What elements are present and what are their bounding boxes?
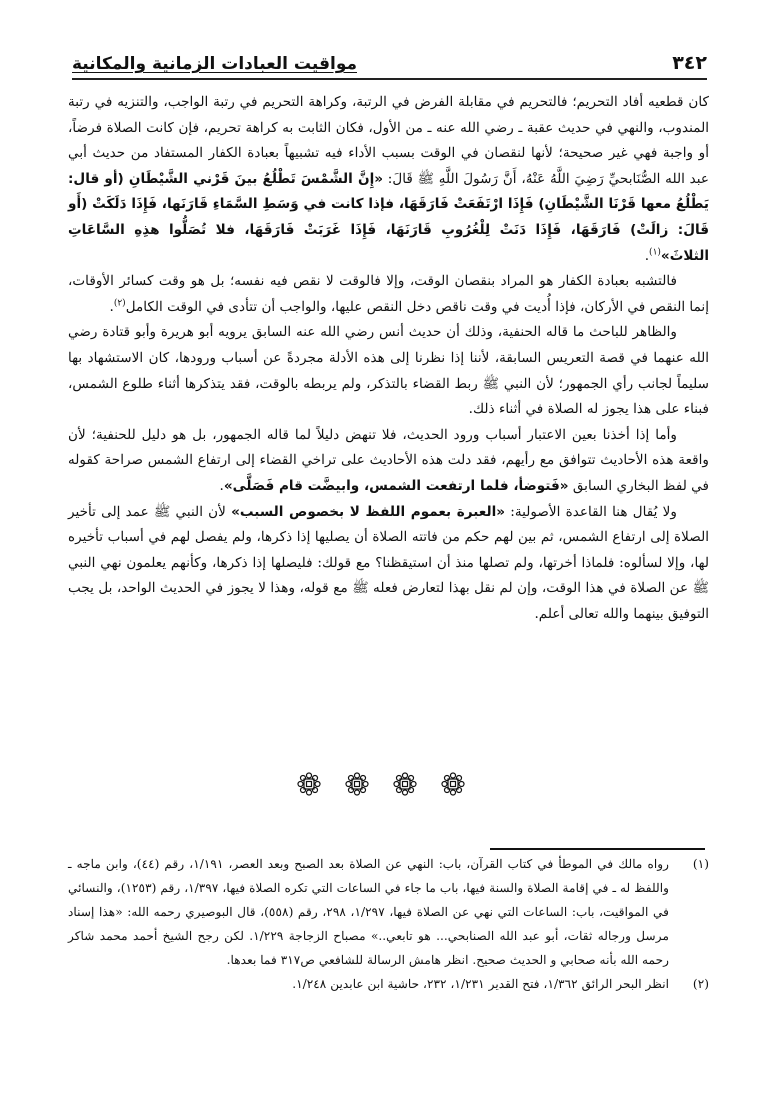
paragraph-text: لأن النبي ﷺ عمد إلى تأخير الصلاة إلى ارتفاع الشمس، ثم بين لهم حكم من فاتته الصلاة أن يصليها إذا ذكرها، ولم يفصل لهم في أسباب تأخيره لها، وإلا لسألوه: فلماذا أخرتها، ولم تصلها منذ أن استيقظنا؟ مع قولك: فليصلها إذا ذكرها، وكأنهم يعلمون نهي النبي ﷺ عن الصلاة في هذا الوقت، وإن لم نقل بهذا لتعارض فعله ﷺ مع قوله، وهذا لا يجوز في الحديث الواحد، بل يجب التوفيق بينهما والله تعالى أعلم. (68, 503, 709, 622)
flower-rosette-icon (393, 772, 417, 796)
running-header-title: مواقيت العبادات الزمانية والمكانية (72, 54, 357, 74)
flower-rosette-icon (345, 772, 369, 796)
hadith-quote: «فَتوضأ، فلما ارتفعت الشمس، وابيضَّت قام فَصَلَّى» (223, 477, 569, 494)
main-text (68, 90, 709, 627)
paragraph-text: . (109, 298, 114, 315)
paragraph-text: كان قطعيه أفاد التحريم؛ فالتحريم في مقابلة الفرض في الرتبة، وكراهة التحريم في رتبة الواجب، والتنزيه في رتبة المندوب، والنهي في حديث عقبة ـ رضي الله عنه ـ من الأول، فكان الثابت به كراهة تحريم، فإن كانت الصلاة فرضاً، أو واجبة فهي غير صحيحة؛ لأنها لنقصان في الوقت بسبب الأداء فيه تشبيهاً بعبادة الكفار المستفاد من حديث أبي عبد الله الصُّنَابحيِّ رَضِيَ اللَّهُ عَنْهُ، أَنَّ رَسُولَ اللَّهِ ﷺ قَالَ: (68, 94, 709, 187)
footnotes (68, 852, 709, 996)
paragraph (68, 423, 709, 500)
running-header (72, 44, 707, 74)
paragraph-text: . (644, 247, 650, 264)
flower-rosette-icon (297, 772, 321, 796)
page-number: ٣٤٢ (672, 52, 707, 74)
flower-rosette-icon (441, 772, 465, 796)
footnote-divider (490, 848, 705, 850)
principle-quote: «العبرة بعموم اللفظ لا بخصوص السبب» (231, 503, 506, 520)
paragraph-text: . (219, 477, 224, 494)
footnote-ref[interactable]: (٢) (113, 298, 126, 309)
header-divider (72, 78, 707, 80)
footnote-number: (٢) (692, 977, 709, 991)
footnote-ref[interactable]: (١) (649, 247, 661, 258)
paragraph (68, 90, 709, 269)
section-ornaments (0, 772, 762, 802)
paragraph (68, 320, 709, 422)
paragraph-text: والظاهر للباحث ما قاله الحنفية، وذلك أن حديث أنس رضي الله عنه السابق يرويه أبو هريرة وأبو قتادة رضي الله عنهما في قصة التعريس السابقة، لأننا إذا نظرنا إلى هذه الأدلة مجردةً عن أسباب ورودها، كان الاستشهاد بها سليماً لجانب رأي الجمهور؛ لأن النبي ﷺ ربط القضاء بالتذكر، ولم يربطه بالوقت، فقد يتذكرها أثناء طلوع الشمس، فبناء على هذا يجوز له الصلاة في أثناء ذلك. (68, 324, 709, 418)
footnote-text: رواه مالك في الموطأ في كتاب القرآن، باب: النهي عن الصلاة بعد الصبح وبعد العصر، ١/١٩١، رقم (٤٤)، وابن ماجه ـ واللفظ له ـ في إقامة الصلاة والسنة فيها، باب ما جاء في الساعات التي تكره الصلاة فيها، ١/٣٩٧، رقم (١٢٥٣)، والنسائي في المواقيت، باب: الساعات التي نهي عن الصلاة فيها، ١/٢٩٧، ٢٩٨، رقم (٥٥٨)، قال البوصيري رحمه الله: «هذا إسناد مرسل ورجاله ثقات، أبو عبد الله الصنابحي... هو تابعي..» مصباح الزجاجة ١/٢٢٩. لكن رجح الشيخ أحمد محمد شاكر رحمه الله بأنه صحابي و الحديث صحيح. انظر هامش الرسالة للشافعي ص٣١٧ فما بعدها. (68, 857, 669, 967)
paragraph-text: وأما إذا أخذنا بعين الاعتبار أسباب ورود الحديث، فلا تنهض دليلاً لما قاله الجمهور، بل هو دليل للحنفية؛ لأن واقعة هذه الأحاديث تتوافق مع رأيهم، فقد دلت هذه الأحاديث على تراخي القضاء إلى ارتفاع الشمس صراحة كقوله في لفظ البخاري السابق (68, 426, 709, 494)
footnote-item (68, 852, 709, 972)
paragraph (68, 500, 709, 628)
hadith-quote: «إِنَّ الشَّمْسَ تَطْلُعُ بينَ قَرْني الشَّيْطَانِ (أو قال: يَطْلُعُ معها قَرْنَا الشَّيْطَانِ) فَإِذَا ارْتَفَعَتْ فَارَقَهَا، فإذا كانت في وَسَطِ السَّمَاءِ قَارَنَها، فَإِذَا دَلَكَتْ (أَو قَالَ: زالَتْ) فَارَقَهَا، فَإِذَا دَنَتْ لِلْغُرُوبِ قَارَنَهَا، فَإِذَا غَرَبَتْ فَارَقَهَا، فلا تُصَلُّوا هذِهِ السَّاعَاتِ الثلاثَ» (68, 170, 709, 264)
paragraph (68, 269, 709, 320)
footnote-text: انظر البحر الرائق ١/٣٦٢، فتح القدير ١/٢٣١، ٢٣٢، حاشية ابن عابدين ١/٢٤٨. (292, 977, 669, 991)
paragraph-text: ولا يُقال هنا القاعدة الأصولية: (505, 503, 677, 520)
paragraph-text: فالتشبه بعبادة الكفار هو المراد بنقصان الوقت، وإلا فالوقت لا نقص فيه نفسه؛ بل هو وقت كسائر الأوقات، إنما النقص في الأركان، فإذا أُديت في وقت ناقص دخل النقص عليها، والواجب أن تتأدى في الوقت الكامل (68, 273, 709, 315)
footnote-item (68, 972, 709, 996)
footnote-number: (١) (692, 857, 709, 871)
